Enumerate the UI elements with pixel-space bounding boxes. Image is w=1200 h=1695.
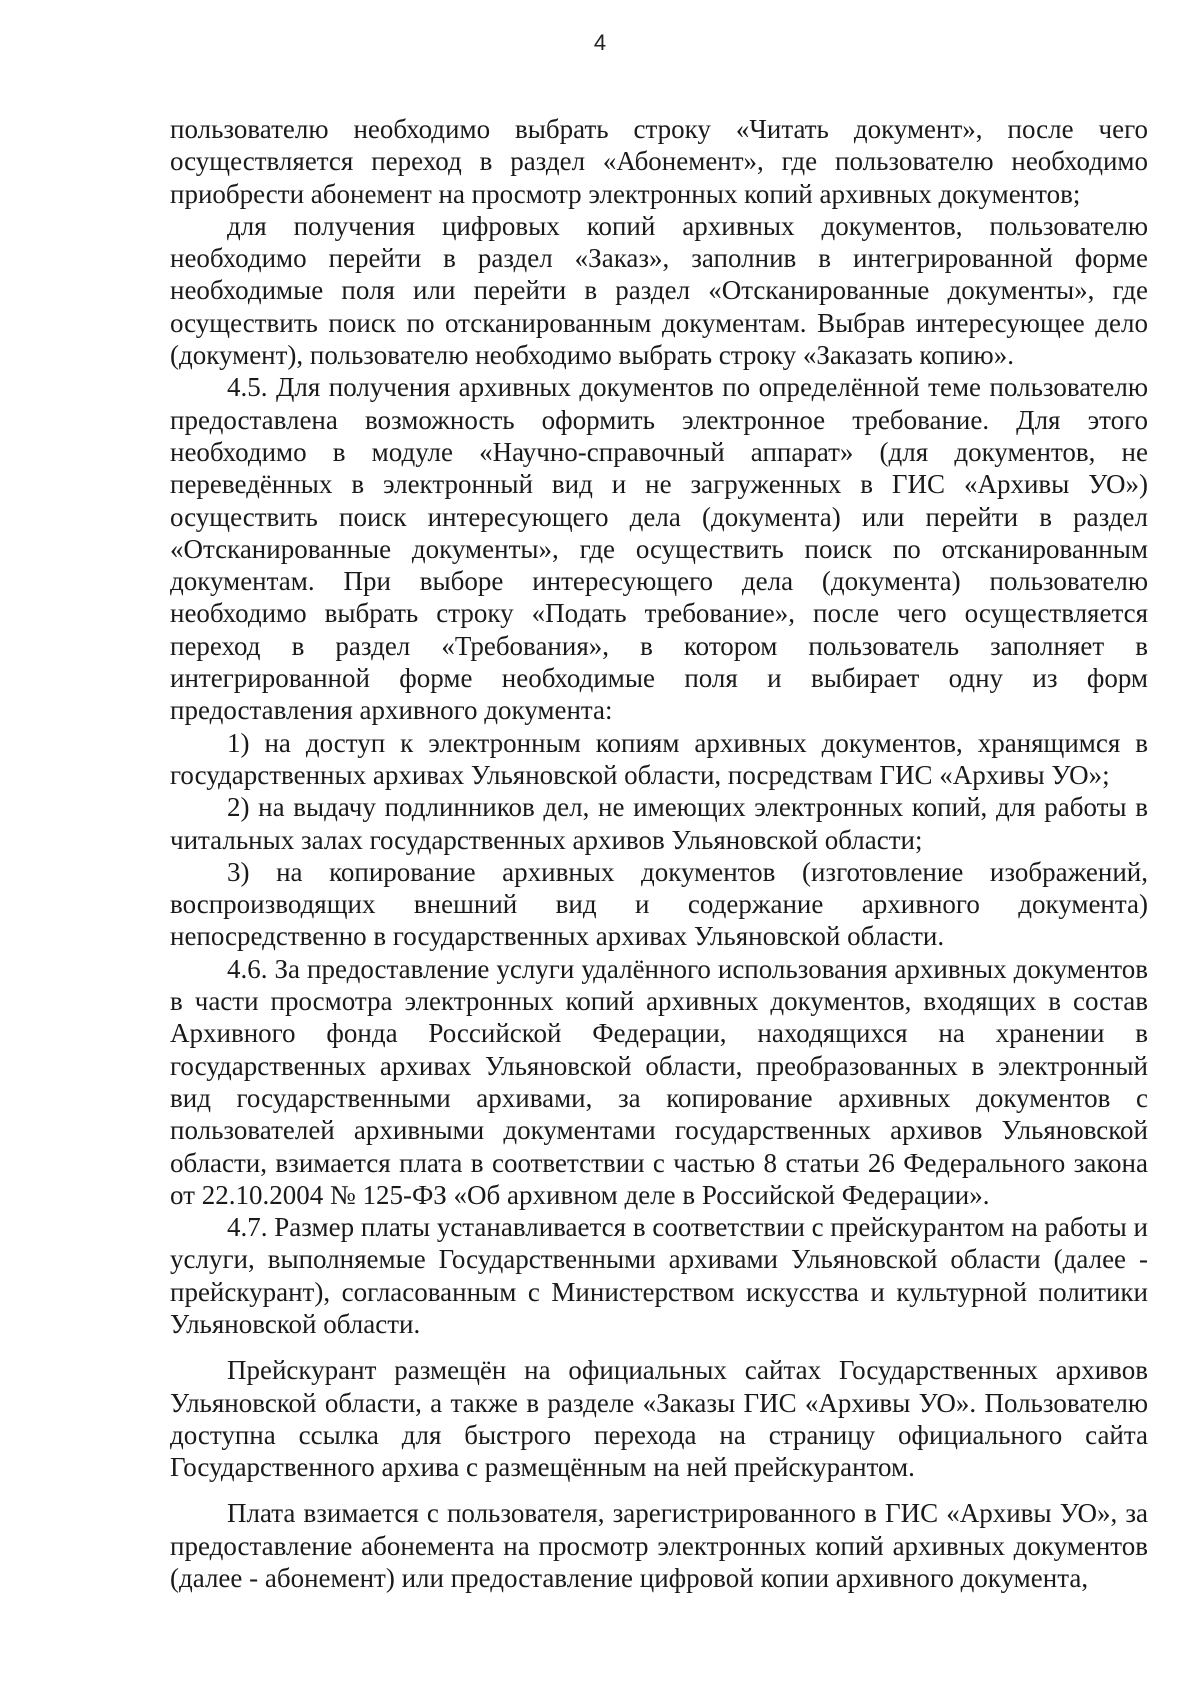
paragraph-4-6: 4.6. За предоставление услуги удалённого использования архивных документов в части просмотра электронных копий архивных документов, входящих в состав Архивного фонда Российской Федерации, находящихся на хранении в государственных архивах Ульяновской области, преобразованных в электронный вид государственными архивами, за копирование архивных документов с пользователей архивными документами государственных архивов Ульяновской области, взимается плата в соответствии с частью 8 статьи 26 Федерального закона от 22.10.2004 № 125-ФЗ «Об архивном деле в Российской Федерации». bbox=[170, 953, 1148, 1210]
list-item-2: 2) на выдачу подлинников дел, не имеющих электронных копий, для работы в читальных залах государственных архивов Ульяновской области; bbox=[170, 792, 1148, 855]
document-body bbox=[170, 113, 1148, 1594]
paragraph-fee: Плата взимается с пользователя, зарегистрированного в ГИС «Архивы УО», за предоставление абонемента на просмотр электронных копий архивных документов (далее - абонемент) или предоставление цифровой копии архивного документа, bbox=[170, 1498, 1148, 1594]
paragraph-price-list: Прейскурант размещён на официальных сайтах Государственных архивов Ульяновской области, а также в разделе «Заказы ГИС «Архивы УО». Пользователю доступна ссылка для быстрого перехода на страницу официального сайта Государственного архива с размещённым на ней прейскурантом. bbox=[170, 1355, 1148, 1483]
paragraph-digital-copies: для получения цифровых копий архивных документов, пользователю необходимо перейти в раздел «Заказ», заполнив в интегрированной форме необходимые поля или перейти в раздел «Отсканированные документы», где осуществить поиск по отсканированным документам. Выбрав интересующее дело (документ), пользователю необходимо выбрать строку «Заказать копию». bbox=[170, 210, 1148, 371]
paragraph-4-7: 4.7. Размер платы устанавливается в соответствии с прейскурантом на работы и услуги, выполняемые Государственными архивами Ульяновской области (далее - прейскурант), согласованным с Министерством искусства и культурной политики Ульяновской области. bbox=[170, 1212, 1148, 1339]
list-item-3: 3) на копирование архивных документов (изготовление изображений, воспроизводящих внешний вид и содержание архивного документа) непосредственно в государственных архивах Ульяновской области. bbox=[170, 856, 1148, 952]
paragraph-read-document: пользователю необходимо выбрать строку «Читать документ», после чего осуществляется переход в раздел «Абонемент», где пользователю необходимо приобрести абонемент на просмотр электронных копий архивных документов; bbox=[170, 114, 1148, 209]
page-number: 4 bbox=[593, 30, 607, 55]
list-item-1: 1) на доступ к электронным копиям архивных документов, хранящимся в государственных архивах Ульяновской области, посредствам ГИС «Архивы УО»; bbox=[170, 727, 1148, 790]
paragraph-4-5: 4.5. Для получения архивных документов по определённой теме пользователю предоставлена возможность оформить электронное требование. Для этого необходимо в модуле «Научно-справочный аппарат» (для документов, не переведённых в электронный вид и не загруженных в ГИС «Архивы УО») осуществить поиск интересующего дела (документа) или перейти в раздел «Отсканированные документы», где осуществить поиск по отсканированным документам. При выборе интересующего дела (документа) пользователю необходимо выбрать строку «Подать требование», после чего осуществляется переход в раздел «Требования», в котором пользователь заполняет в интегрированной форме необходимые поля и выбирает одну из форм предоставления архивного документа: bbox=[170, 372, 1148, 726]
